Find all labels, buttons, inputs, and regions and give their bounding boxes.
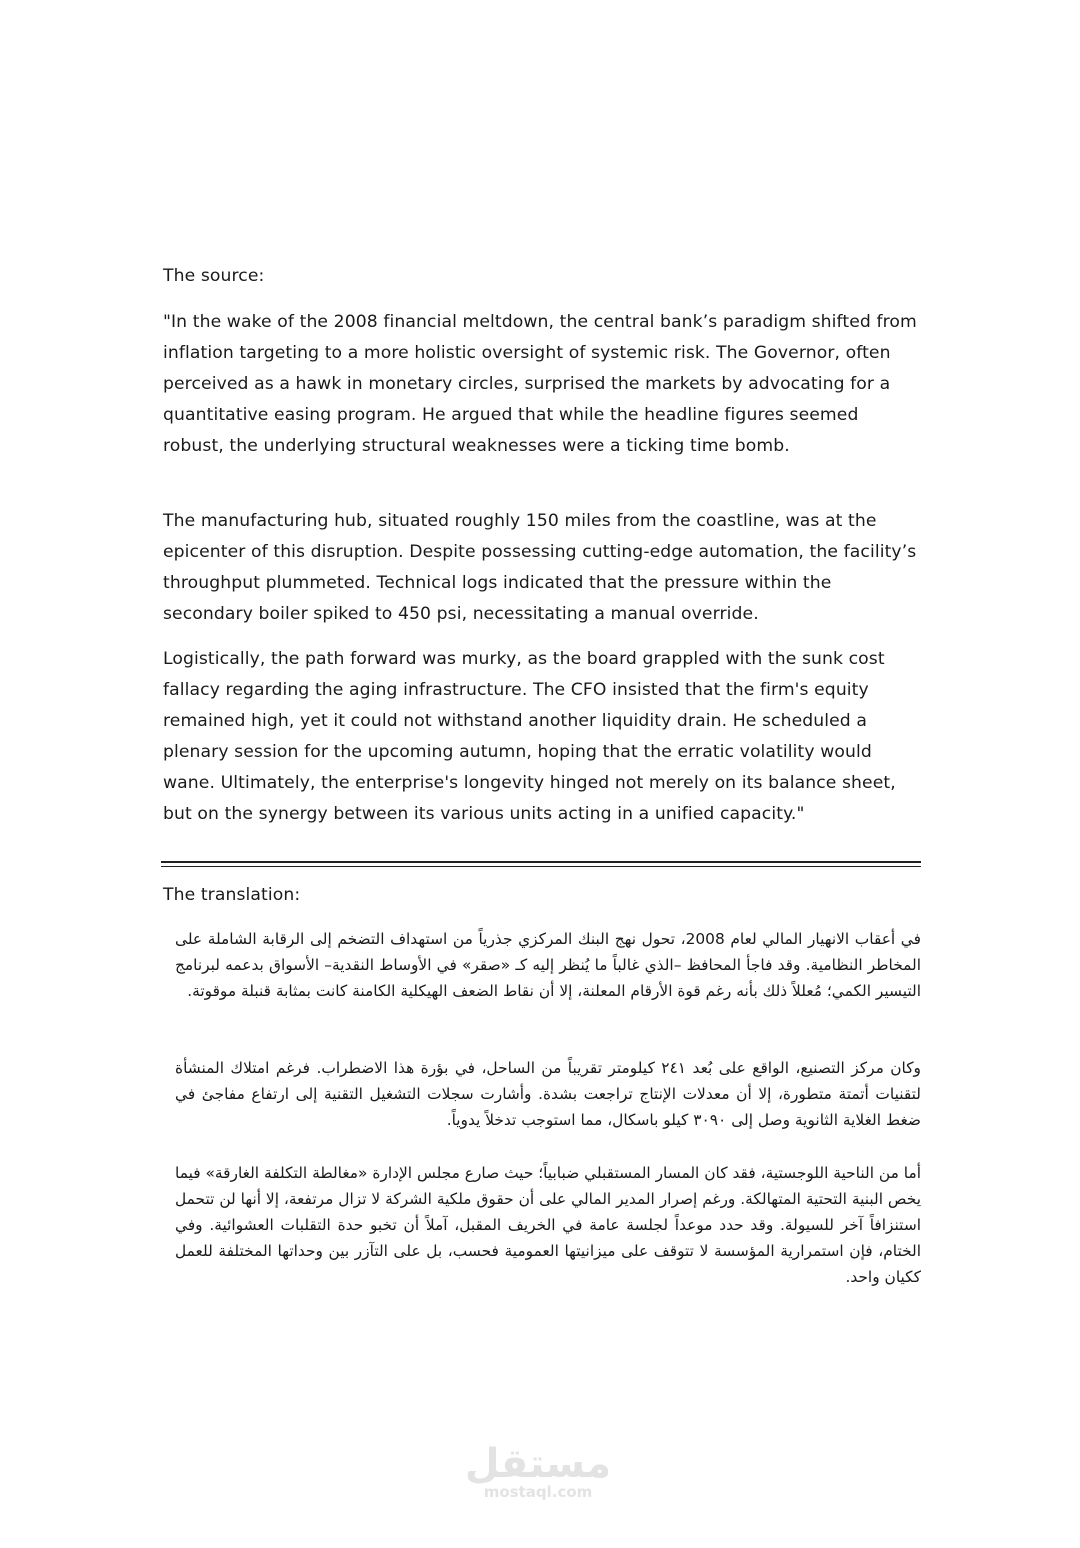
section-divider-thin (161, 866, 921, 867)
mostaql-watermark-logo (463, 1441, 613, 1504)
watermark-domain: mostaql.com (483, 1483, 593, 1501)
source-paragraph-1: "In the wake of the 2008 financial meltdown, the central bank’s paradigm shifted from inflation targeting to a more holistic oversight of systemic risk. The Governor, often perceived as a hawk in monetary circles, surprised the markets by advocating for a quantitative easing program. He argued that while the headline figures seemed robust, the underlying structural weaknesses were a ticking time bomb. (163, 312, 917, 456)
translation-heading: The translation: (163, 885, 301, 905)
document-page (163, 0, 921, 1548)
translation-paragraph-2: وكان مركز التصنيع، الواقع على بُعد ٢٤١ كيلومتر تقريباً من الساحل، في بؤرة هذا الاضطراب. فرغم امتلاك المنشأة لتقنيات أتمتة متطورة، إلا أن معدلات الإنتاج تراجعت بشدة. وأشارت سجلات التشغيل التقنية إلى ارتفاع مفاجئ في ضغط الغلاية الثانوية وصل إلى ٣٠٩٠ كيلو باسكال، مما استوجب تدخلاً يدوياً. (175, 1059, 921, 1129)
section-divider (161, 861, 921, 863)
source-paragraph-2: The manufacturing hub, situated roughly 150 miles from the coastline, was at the epicenter of this disruption. Despite possessing cutting-edge automation, the facility’s throughput plummeted. Technical logs indicated that the pressure within the secondary boiler spiked to 450 psi, necessitating a manual override. (163, 511, 917, 624)
watermark-arabic: مستقل (464, 1441, 612, 1487)
source-heading: The source: (163, 266, 265, 286)
translation-paragraph-3: أما من الناحية اللوجستية، فقد كان المسار المستقبلي ضبابياً؛ حيث صارع مجلس الإدارة «مغالطة التكلفة الغارقة» فيما يخص البنية التحتية المتهالكة. ورغم إصرار المدير المالي على أن حقوق ملكية الشركة لا تزال مرتفعة، إلا أنها لن تتحمل استنزافاً آخر للسيولة. وقد حدد موعداً لجلسة عامة في الخريف المقبل، آملاً أن تخبو حدة التقلبات العشوائية. وفي الختام، فإن استمرارية المؤسسة لا تتوقف على ميزانيتها العمومية فحسب، بل على التآزر بين وحداتها المختلفة للعمل ككيان واحد. (175, 1164, 921, 1286)
source-paragraph-3: Logistically, the path forward was murky, as the board grappled with the sunk cost fallacy regarding the aging infrastructure. The CFO insisted that the firm's equity remained high, yet it could not withstand another liquidity drain. He scheduled a plenary session for the upcoming autumn, hoping that the erratic volatility would wane. Ultimately, the enterprise's longevity hinged not merely on its balance sheet, but on the synergy between its various units acting in a unified capacity." (163, 649, 896, 824)
translation-paragraph-1: في أعقاب الانهيار المالي لعام 2008، تحول نهج البنك المركزي جذرياً من استهداف التضخم إلى الرقابة الشاملة على المخاطر النظامية. وقد فاجأ المحافظ –الذي غالباً ما يُنظر إليه كـ «صقر» في الأوساط النقدية– الأسواق بدعمه لبرنامج التيسير الكمي؛ مُعللاً ذلك بأنه رغم قوة الأرقام المعلنة، إلا أن نقاط الضعف الهيكلية الكامنة كانت بمثابة قنبلة موقوتة. (175, 930, 921, 1000)
